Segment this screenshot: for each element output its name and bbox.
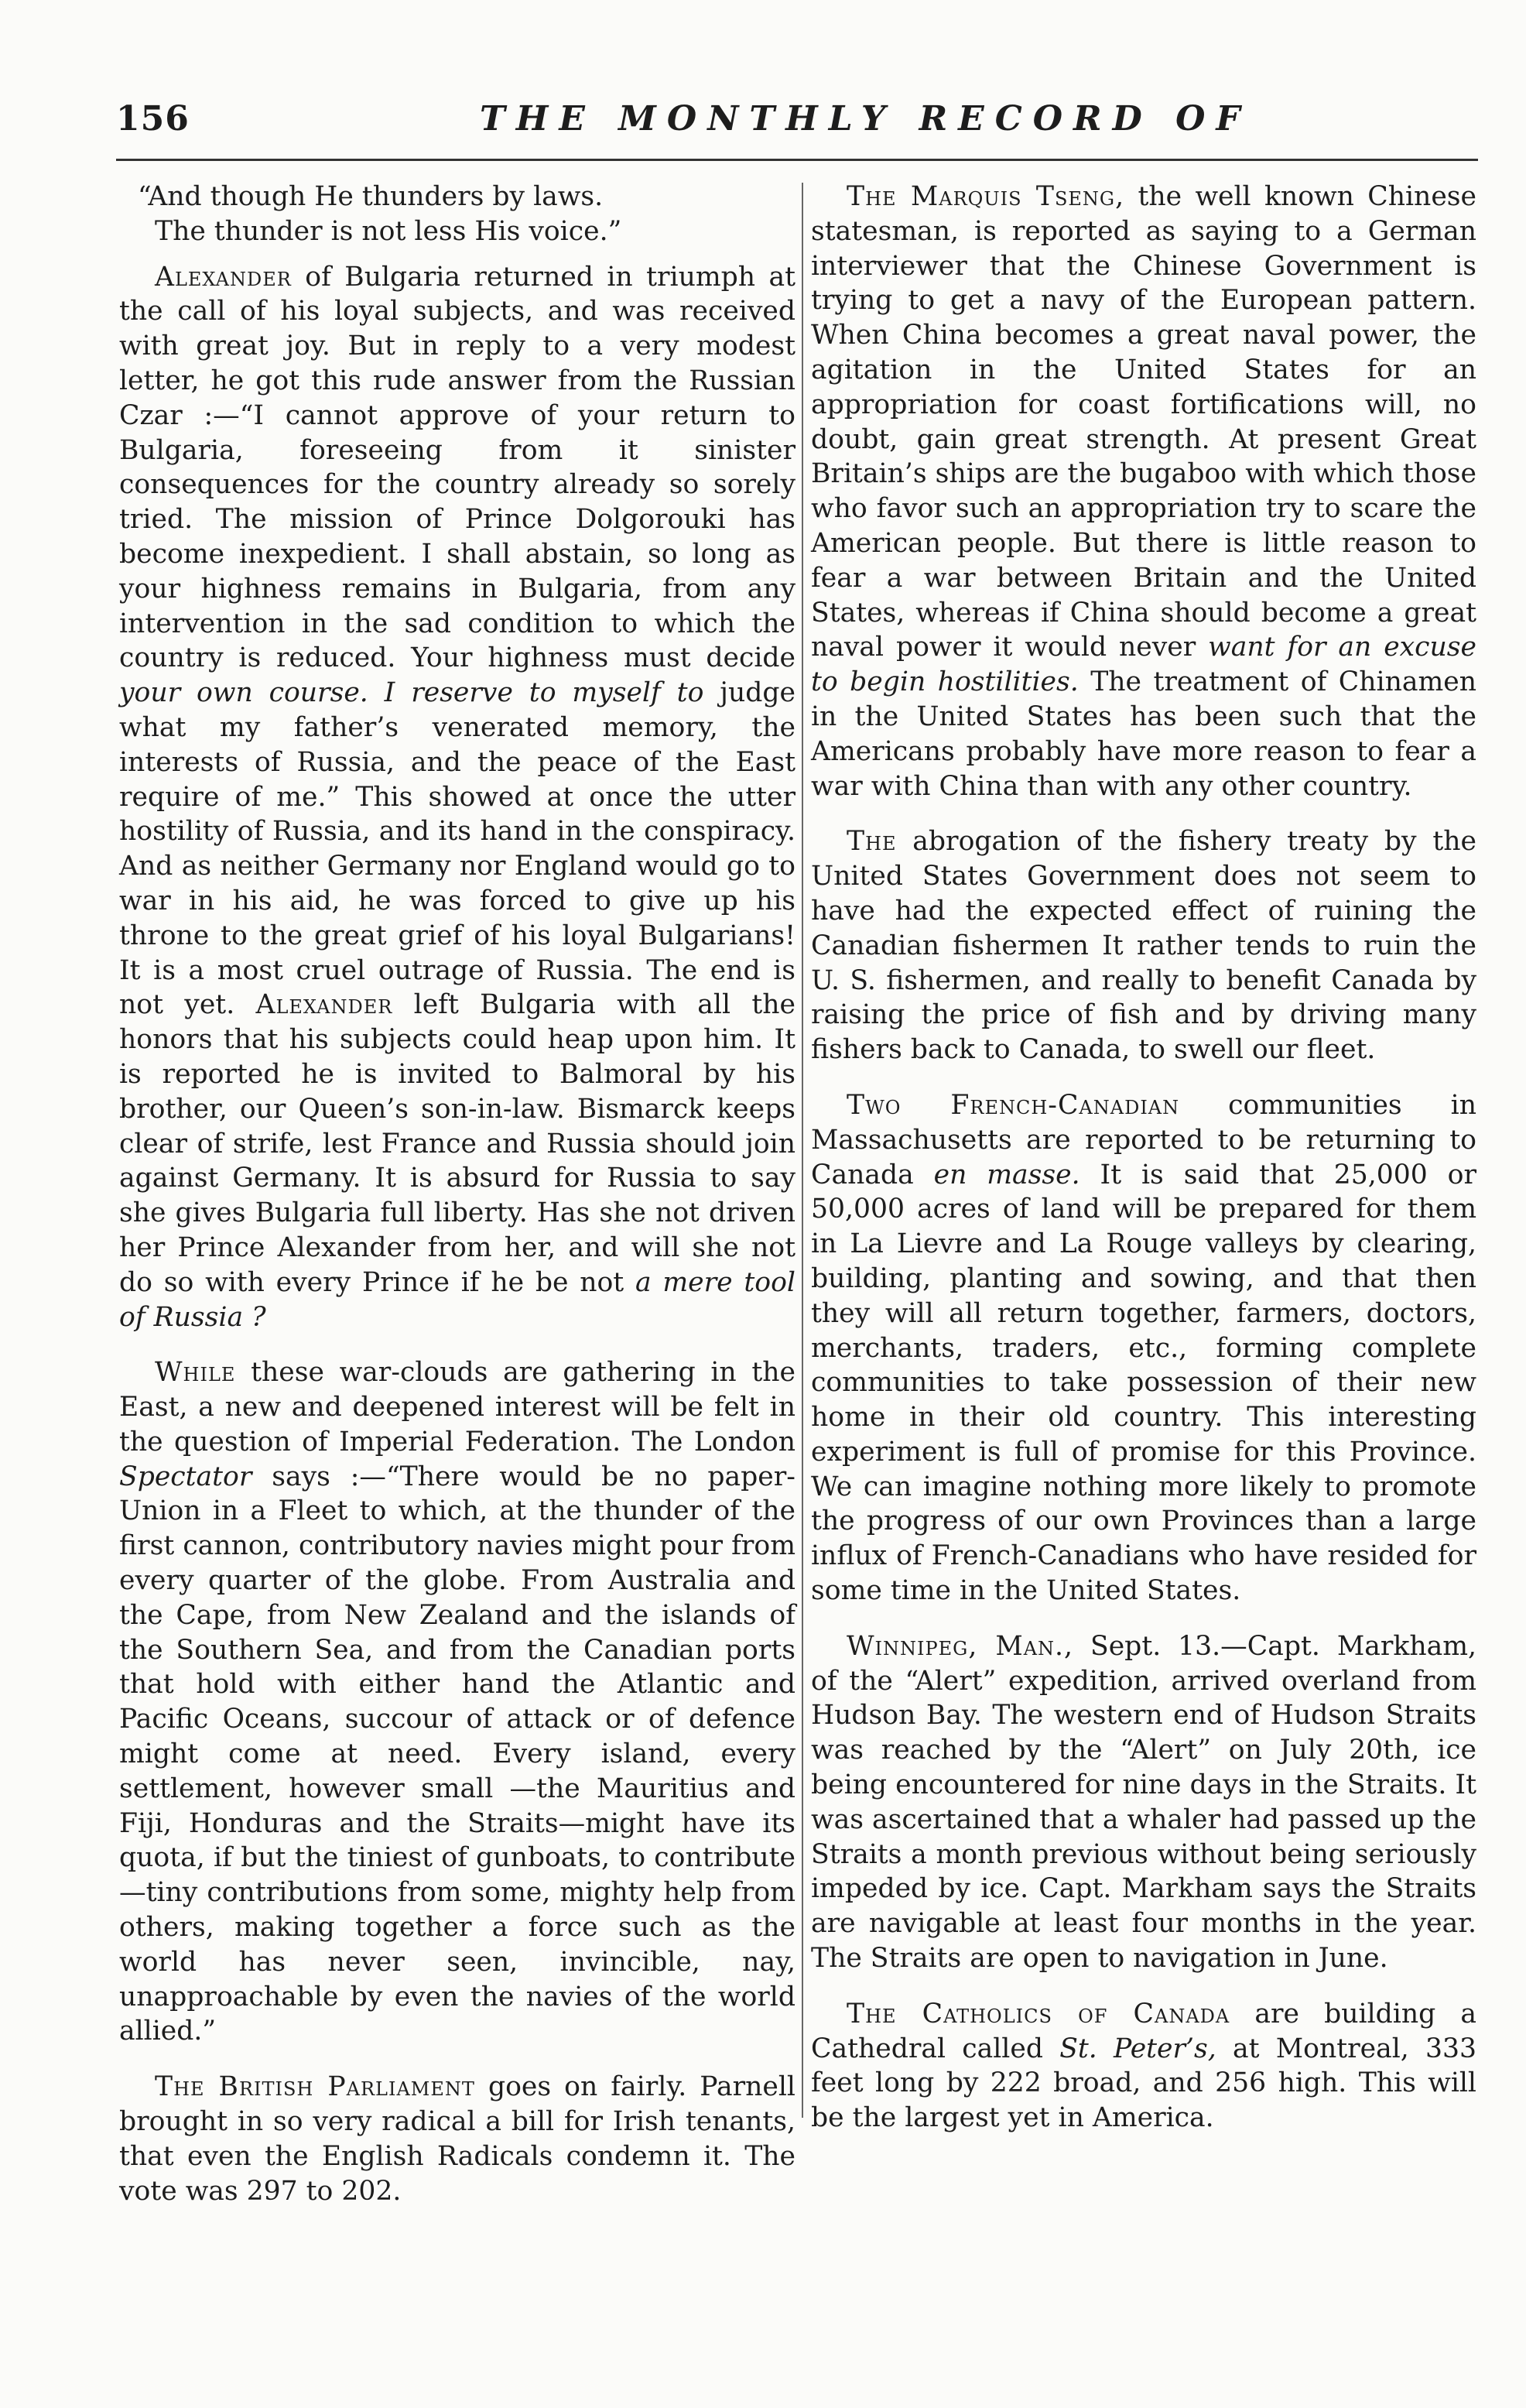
paragraph-italic: St. Peter’s, <box>1059 2033 1216 2064</box>
paragraph-lead: Two French-Canadian <box>847 1089 1180 1121</box>
paragraph-lead: While <box>155 1357 236 1389</box>
paragraph-text: goes on fairly. Parnell brought in so very radical a bill for Irish tenants, that even the English Radicals condemn it. The vote was 297 to 202. <box>119 2071 796 2207</box>
paragraph-italic: en masse. <box>933 1159 1080 1190</box>
paragraph-lead: The Marquis Tseng, <box>847 181 1125 212</box>
paragraph-text: communities in Massachusetts are reported to be returning to Canada <box>811 1089 1476 1190</box>
paragraph-text: at Montreal, 333 feet long by 222 broad, and 256 high. This will be the largest yet in America. <box>811 2033 1477 2134</box>
paragraph-text: Sept. 13.—Capt. Markham, of the “Alert” expedition, arrived overland from Hudson Bay. The western end of Hudson Straits was reached by the “Alert” on July 20th, ice being encountered for nine days in the Straits. It was ascertained that a whaler had passed up the Straits a month previous without being seriously impeded by ice. Capt. Markham says the Straits are navigable at least four months in the year. The Straits are open to navigation in June. <box>811 1630 1477 1975</box>
paragraph-alexander <box>119 260 796 1335</box>
right-column <box>811 180 1476 2156</box>
paragraph-italic: a mere tool of Russia ? <box>119 1266 796 1333</box>
poem-line-2: The thunder is not less His voice.” <box>155 215 622 247</box>
page-number: 156 <box>116 99 190 139</box>
paragraph-text: says :—“There would be no paper-Union in a Fleet to which, at the thunder of the first cannon, contributory navies might pour from every quarter of the globe. From Australia and the Cape, from New Zealand and the islands of the Southern Sea, and from the Canadian ports that hold with either hand the Atlantic and Pacific Oceans, succour of attack or of defence might come at need. Every island, every settlement, however small —the Mauritius and Fiji, Honduras and the Straits—might have its quota, if but the tiniest of gunboats, to contribute—tiny contributions from some, mighty help from others, making together a force such as the world has never seen, invincible, nay, unapproachable by even the navies of the world allied.” <box>119 1461 796 2047</box>
paragraph-fishery-treaty <box>811 824 1476 1067</box>
epigraph-poem <box>119 180 796 249</box>
running-head: THE MONTHLY RECORD OF <box>480 99 1251 139</box>
paragraph-lead: The Catholics of Canada <box>847 1998 1230 2030</box>
paragraph-text: the well known Chinese statesman, is reported as saying to a German interviewer that the Chinese Government is trying to get a navy of the European pattern. When China becomes a great naval power, the agitation in the United States for an appropriation for coast fortifications will, no doubt, gain great strength. At present Great Britain’s ships are the bugaboo with which those who favor such an appropriation try to scare the American people. But there is little reason to fear a war between Britain and the United States, whereas if China should become a great naval power it would never <box>811 181 1476 663</box>
paragraph-italic: Spectator <box>119 1461 252 1492</box>
paragraph-text: these war-clouds are gathering in the East, a new and deepened interest will be felt in the question of Imperial Federation. The London <box>119 1357 796 1457</box>
paragraph-text: The treatment of Chinamen in the United States has been such that the Americans probably have more reason to fear a war with China than with any other country. <box>811 666 1476 802</box>
poem-line-1: “And though He thunders by laws. <box>138 181 604 212</box>
paragraph-lead: The <box>847 826 897 858</box>
paragraph-italic: want for an excuse to begin hostilities. <box>811 632 1476 698</box>
paragraph-text: judge what my father’s venerated memory, the interests of Russia, and the peace of the East require of me.” This showed at once the utter hostility of Russia, and its hand in the conspiracy. And as neither Germany nor England would go to war in his aid, he was forced to give up his throne to the great grief of his loyal Bulgarians! It is a most cruel outrage of Russia. The end is not yet. <box>119 677 796 1021</box>
paragraph-text: left Bulgaria with all the honors that his subjects could heap upon him. It is reported he is invited to Balmoral by his brother, our Queen’s son-in-law. Bismarck keeps clear of strife, lest France and Russia should join against Germany. It is absurd for Russia to say she gives Bulgaria full liberty. Has she not driven her Prince Alexander from her, and will she not do so with every Prince if he be not <box>119 989 796 1298</box>
paragraph-text: are building a Cathedral called <box>811 1998 1476 2064</box>
paragraph-text: It is said that 25,000 or 50,000 acres of land will be prepared for them in La Lievre and La Rouge valleys by clearing, building, planting and sowing, and that then they will all return together, farmers, doctors, merchants, traders, etc., forming complete communities to take possession of their new home in their old country. This interesting experiment is full of promise for this Province. We can imagine nothing more likely to promote the progress of our own Provinces than a large influx of French-Canadians who have resided for some time in the United States. <box>811 1159 1477 1607</box>
page-header <box>116 99 1478 153</box>
paragraph-french-canadian <box>811 1088 1476 1608</box>
paragraph-lead: Alexander <box>155 261 292 293</box>
paragraph-imperial-federation <box>119 1355 796 2049</box>
header-rule <box>116 159 1478 161</box>
paragraph-marquis-tseng <box>811 180 1476 803</box>
paragraph-catholics-canada <box>811 1997 1476 2136</box>
paragraph-text: of Bulgaria returned in triumph at the call of his loyal subjects, and was received with great joy. But in reply to a very modest letter, he got this rude answer from the Russian Czar :—“I cannot approve of your return to Bulgaria, foreseeing from it sinister consequences for the country already so sorely tried. The mission of Prince Dolgorouki has become inexpedient. I shall abstain, so long as your highness remains in Bulgaria, from any intervention in the sad condition to which the country is reduced. Your highness must decide <box>119 261 796 674</box>
paragraph-lead: The British Parliament <box>155 2071 475 2103</box>
paragraph-lead: Winnipeg, Man., <box>847 1630 1074 1662</box>
paragraph-lead: Alexander <box>255 989 393 1021</box>
paragraph-british-parliament <box>119 2070 796 2208</box>
left-column <box>119 180 796 2229</box>
paragraph-text: abrogation of the fishery treaty by the United States Government does not seem to have had the expected effect of ruining the Canadian fishermen It rather tends to ruin the U. S. fishermen, and really to benefit Canada by raising the price of fish and by driving many fishers back to Canada, to swell our fleet. <box>811 826 1476 1066</box>
paragraph-winnipeg <box>811 1629 1476 1976</box>
paragraph-italic: your own course. I reserve to myself to <box>119 677 704 709</box>
column-divider <box>802 183 803 2118</box>
